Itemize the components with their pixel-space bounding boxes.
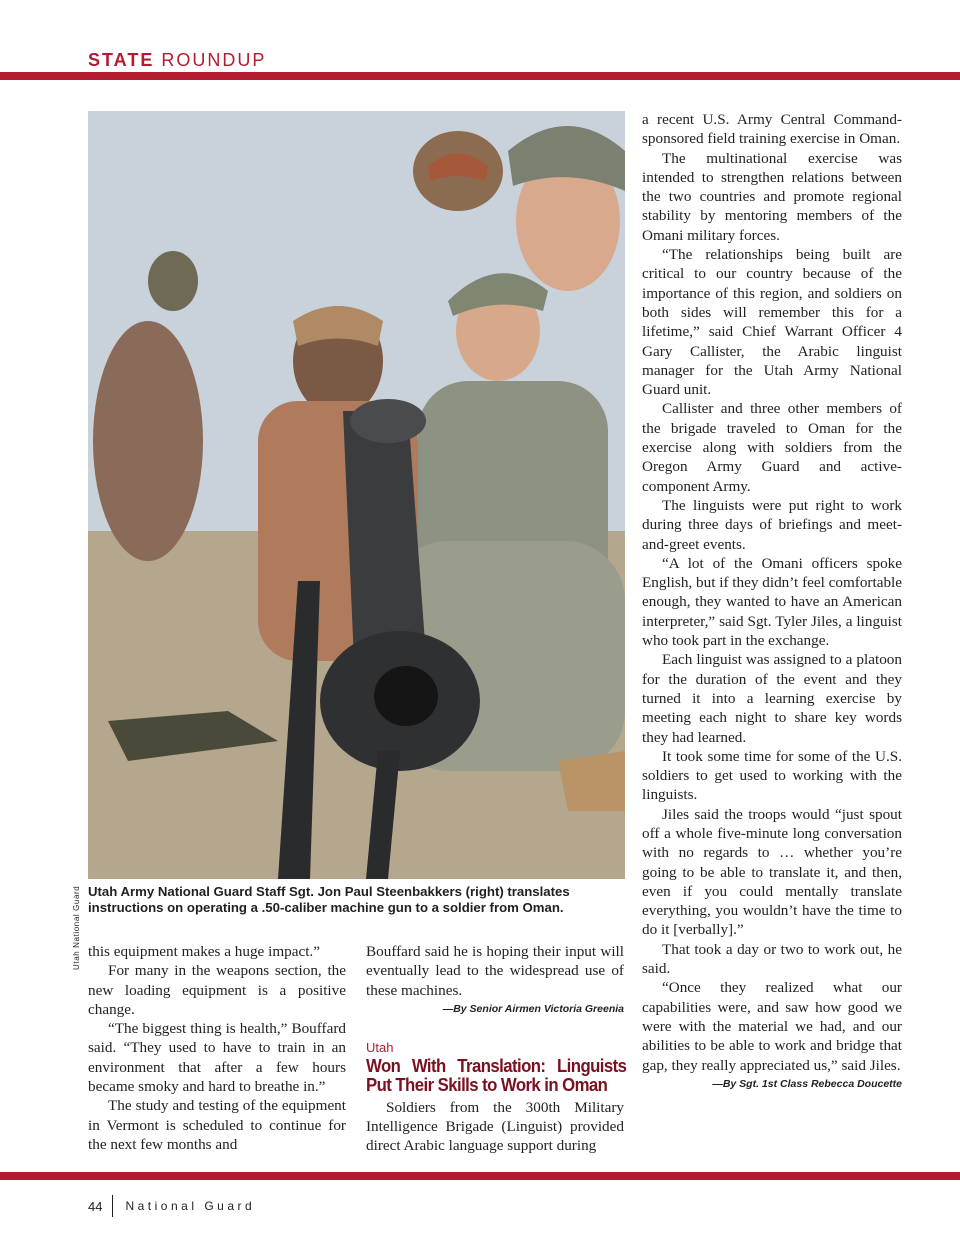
- section-header-rest: ROUNDUP: [161, 50, 267, 70]
- story1-paragraph: For many in the weapons section, the new loading equipment is a positive change.: [88, 962, 346, 1018]
- column-1: [88, 942, 346, 1154]
- photo-credit: Utah National Guard: [72, 885, 81, 970]
- story1-paragraph: “The biggest thing is health,” Bouffard said. “They used to have to train in an environment that after a few hours became smoky and hard to breathe in.”: [88, 1020, 346, 1096]
- photo-caption: Utah Army National Guard Staff Sgt. Jon Paul Steenbakkers (right) translates instructions on operating a .50-caliber machine gun to a soldier from Oman.: [88, 884, 570, 915]
- footer-divider: [112, 1195, 113, 1217]
- story2-paragraph: The multinational exercise was intended to strengthen relations between the two countries and promote regional stability by mentoring members of the Omani military forces.: [642, 149, 902, 244]
- story2-byline: —By Sgt. 1st Class Rebecca Doucette: [712, 1077, 902, 1090]
- story1-paragraph: Bouffard said he is hoping their input will eventually lead to the widespread use of these machines.: [366, 943, 624, 999]
- story2-paragraph: It took some time for some of the U.S. soldiers to get used to working with the linguists.: [642, 747, 902, 804]
- page-footer: [88, 1195, 255, 1217]
- section-header: [88, 50, 266, 71]
- bottom-rule: [0, 1172, 960, 1180]
- story2-paragraph: “A lot of the Omani officers spoke English, but if they didn’t feel comfortable enough, they wanted to have an American interpreter,” said Sgt. Tyler Jiles, a linguist who took part in the exchange.: [642, 554, 902, 650]
- story1-paragraph: The study and testing of the equipment in Vermont is scheduled to continue for the next few months and: [88, 1097, 346, 1153]
- story2-state-label: Utah: [366, 1039, 394, 1055]
- story2-paragraph: “Once they realized what our capabilities were, and saw how good we were with the material we had, and our abilities to be able to work and bridge that gap, they really appreciated us,” said Jiles.: [642, 979, 902, 1074]
- section-header-strong: STATE: [88, 50, 155, 70]
- story2-paragraph: “The relationships being built are critical to our country because of the importance of this region, and soldiers on both sides will remember this for a lifetime,” said Chief Warrant Officer 4 Gary Callister, the Arabic linguist manager for the Utah Army National Guard unit.: [642, 246, 902, 399]
- story1-paragraph: this equipment makes a huge impact.”: [88, 943, 320, 960]
- story1-byline: —By Senior Airmen Victoria Greenia: [442, 1002, 624, 1015]
- story2-paragraph: The linguists were put right to work during three days of briefings and meet-and-greet events.: [642, 496, 902, 553]
- story2-paragraph: Soldiers from the 300th Military Intelligence Brigade (Linguist) provided direct Arabic language support during: [366, 1098, 624, 1155]
- story2-paragraph: Each linguist was assigned to a platoon for the duration of the event and they turned it into a learning exercise by meeting each night to share key words they had learned.: [642, 651, 902, 746]
- magazine-name: National Guard: [125, 1199, 256, 1213]
- story2-paragraph: a recent U.S. Army Central Command-sponsored field training exercise in Oman.: [642, 111, 902, 148]
- column-3: [642, 110, 902, 1091]
- story2-paragraph: Callister and three other members of the brigade traveled to Oman for the exercise along with soldiers from the Oregon Army Guard and active-component Army.: [642, 400, 902, 495]
- story2-headline: Won With Translation: Linguists Put Their Skills to Work in Oman: [366, 1055, 627, 1095]
- photo-illustration: [88, 111, 625, 879]
- story2-paragraph: That took a day or two to work out, he said.: [642, 940, 902, 978]
- story2-paragraph: Jiles said the troops would “just spout off a whole five-minute long conversation with no regards to … whether you’re going to be able to translate it, and then, even if you could mentally translate everything, you wouldn’t have the time to do it [verbally].”: [642, 805, 902, 939]
- page-number: 44: [88, 1198, 103, 1214]
- top-rule: [0, 72, 960, 80]
- article-photo: [88, 111, 625, 879]
- column-2: [366, 942, 627, 1156]
